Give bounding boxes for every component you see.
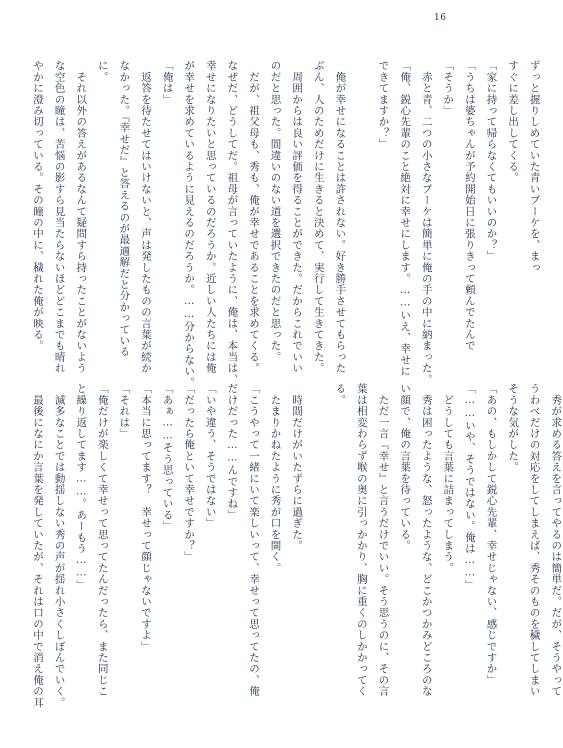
text-column: い顔で、俺の言葉を待っている。 bbox=[399, 383, 412, 551]
text-column: だけだった……んですね」 bbox=[226, 383, 239, 521]
text-column: 「俺だけが楽しくて幸せって思ってたんだったら、また同じこ bbox=[96, 383, 109, 697]
text-column: できてますか？」 bbox=[377, 60, 390, 150]
text-column: 赤と青、二つの小さなブーケは簡単に俺の手の中に納まった。 bbox=[420, 60, 433, 385]
text-column: ただ一言『幸せ』と言うだけでいい。そう思うのに、その言 bbox=[377, 383, 390, 697]
text-column: たまりかねたように秀が口を開く。 bbox=[269, 383, 282, 574]
text-column: 「本当に思ってます？ 幸せって顔じゃないですよ」 bbox=[139, 383, 152, 652]
text-column: なかった。『幸せだ』と答えるのが最適解だと分かっている bbox=[118, 60, 131, 358]
text-column: 幸せになりたいと思っているのだろうか。近しい人たちには俺 bbox=[204, 60, 217, 374]
text-column: うわべだけの対応をしてしまえば、秀そのものを穢してしまい bbox=[528, 383, 541, 697]
text-column: ぶん、人のためだけに生きると決めて、実行して生きてきた。 bbox=[312, 60, 325, 374]
text-column: 「だったら俺といて幸せですか？」 bbox=[183, 383, 196, 563]
text-column: どうしても言葉に詰まってしまう。 bbox=[442, 383, 455, 574]
text-column: 「うちは婆ちゃんが予約開始日に張りきって頼んでたんで bbox=[463, 60, 476, 352]
text-column: 「いや違う、そうではない」 bbox=[204, 383, 217, 529]
text-column: なぜだ、どうしてだ。祖母が言っていたように、俺は、本当は、 bbox=[226, 60, 239, 385]
text-column: そうな気がした。 bbox=[507, 383, 520, 473]
text-column: ずっと握りしめていた青いブーケを、まっ bbox=[528, 60, 541, 273]
text-column: と繰り返してます……。あーもう……」 bbox=[75, 383, 88, 591]
text-column: 秀は困ったような、怒ったような、どこかつかみどころのな bbox=[420, 383, 433, 697]
text-column: 「俺、鋭心先輩のこと絶対に幸せにします。……いえ、幸せに bbox=[399, 60, 412, 377]
text-column: だが、祖父母も、秀も、俺が幸せであることを求めてくる。 bbox=[247, 60, 260, 374]
text-column bbox=[354, 60, 369, 345]
text-column: 秀が求める答えを言ってやるのは簡単だ。だが、そうやって bbox=[550, 383, 563, 697]
text-column: 俺が幸せになることは許されない。好き勝手させてもらった bbox=[334, 60, 347, 374]
text-column: 「それは」 bbox=[118, 383, 131, 439]
text-block-upper bbox=[30, 60, 542, 388]
text-column bbox=[311, 383, 326, 668]
text-column: 「俺は」 bbox=[161, 60, 174, 105]
text-column: 最後になにか言葉を発していたが、それは口の中で消え俺の耳 bbox=[32, 383, 44, 708]
text-column: 返答を待たせてはいけないと、声は発したものの言葉が続か bbox=[139, 60, 152, 374]
text-column: のだと思った。間違いのない道を選択できたのだと思った。 bbox=[269, 60, 282, 363]
text-column: 「あぁ……そう思っている」 bbox=[161, 383, 174, 532]
text-column: に。 bbox=[96, 60, 109, 83]
text-column: 「こうやって一緒にいて楽しいって、幸せって思ってたの、俺 bbox=[247, 383, 260, 697]
text-column: 「家に持って帰らなくてもいいのか？」 bbox=[485, 60, 498, 262]
text-column: 「……いや、そうではない。俺は……」 bbox=[463, 383, 476, 591]
text-column: 「あの、もしかして鋭心先輩、幸せじゃない、感じですか」 bbox=[485, 383, 498, 686]
text-column: それ以外の答えがあるなんて疑問すら持ったことがないよう bbox=[75, 60, 88, 374]
text-block-lower bbox=[30, 383, 563, 708]
text-column: る。 bbox=[334, 383, 347, 406]
text-column: やかに澄み切っている。その瞳の中に、穢れた俺が映る。 bbox=[32, 60, 44, 352]
text-column: が幸せを求めているように見えるのだろうか。……分からない。 bbox=[183, 60, 196, 388]
page-number: 16 bbox=[434, 13, 447, 23]
text-column: 滅多なことでは動揺しない秀の声が揺れ小さくしぼんでいく。 bbox=[53, 383, 66, 708]
text-column: すぐに差し出してくる。 bbox=[507, 60, 520, 184]
text-column: な空色の瞳は、苦悩の影すら見当たらないほどどこまでも晴れ bbox=[53, 60, 66, 374]
text-column: 周囲からは良い評価を得ることができた。だからこれでいい bbox=[291, 60, 304, 374]
text-column: 時間だけがいたずらに過ぎた。 bbox=[291, 383, 304, 551]
text-column: 葉は相変わらず喉の奥に引っかかり、胸に重くのしかかってく bbox=[355, 383, 368, 697]
text-column: 「そうか」 bbox=[442, 60, 455, 116]
